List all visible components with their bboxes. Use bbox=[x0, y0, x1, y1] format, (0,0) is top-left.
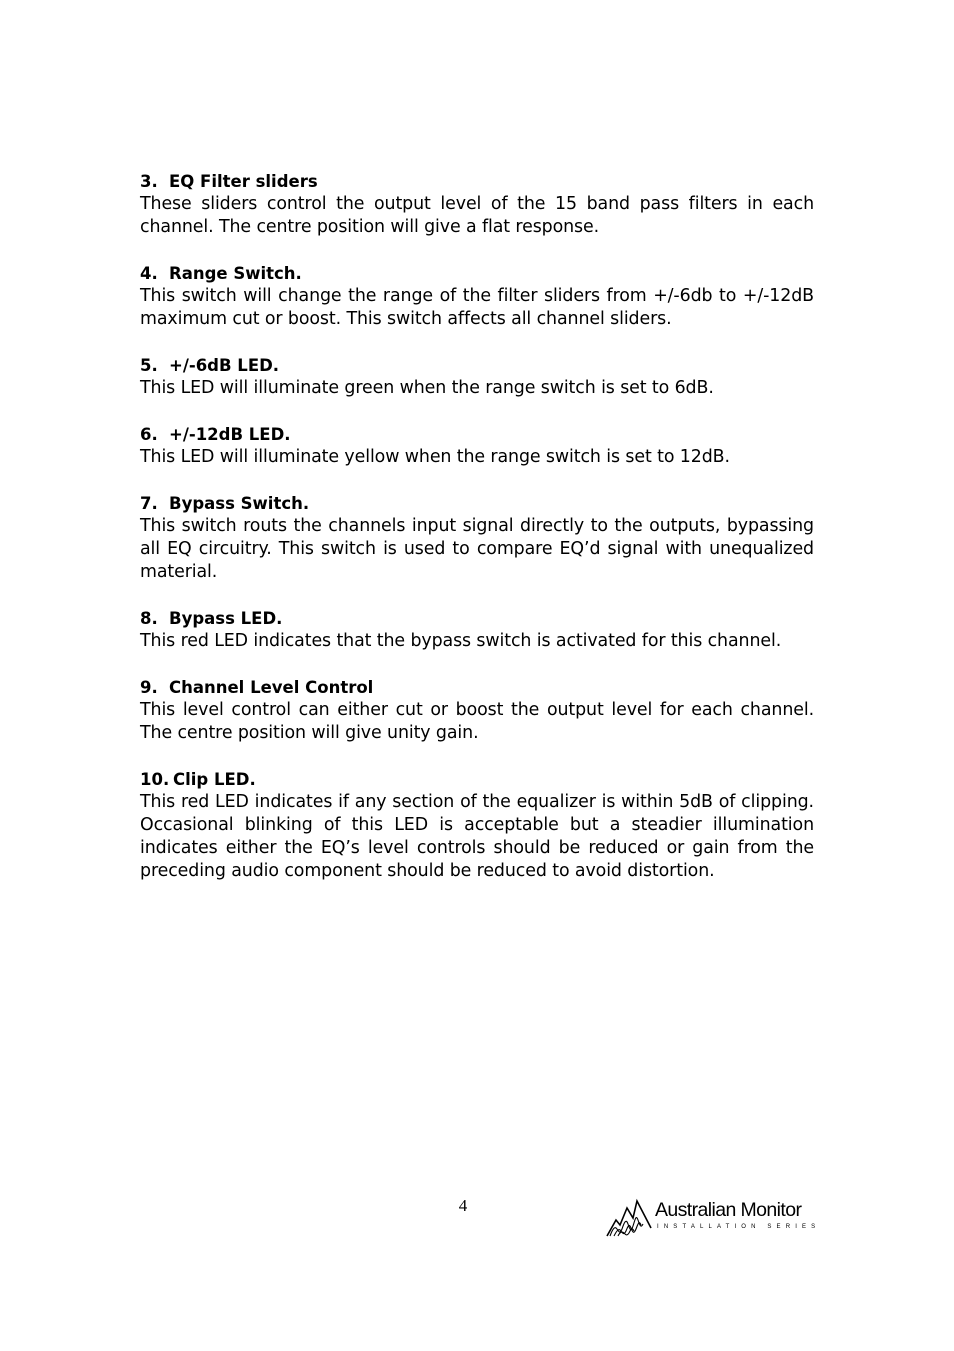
section-heading bbox=[140, 262, 814, 285]
section-number: 10. bbox=[140, 770, 170, 789]
logo-brand-name: Australian Monitor bbox=[655, 1199, 802, 1221]
section-body: This red LED indicates if any section of the equalizer is within 5dB of clipping. Occasional blinking of this LED is acceptable but a steadier illumination indicates either the EQ’s level controls should be reduced or gain from the preceding audio component should be reduced to avoid distortion. bbox=[140, 792, 814, 881]
section-title: +/-6dB LED. bbox=[169, 356, 280, 375]
section-heading bbox=[140, 170, 814, 193]
section-bypass-switch bbox=[140, 492, 814, 584]
section-title: Bypass Switch. bbox=[169, 494, 310, 513]
section-eq-filter-sliders bbox=[140, 170, 814, 239]
section-number: 6. bbox=[140, 425, 158, 444]
section-channel-level-control bbox=[140, 676, 814, 745]
page-number: 4 bbox=[458, 1196, 468, 1215]
section-body: This level control can either cut or boost the output level for each channel. The centre position will give unity gain. bbox=[140, 700, 814, 743]
section-body: These sliders control the output level of the 15 band pass filters in each channel. The centre position will give a flat response. bbox=[140, 194, 814, 237]
section-title: Clip LED. bbox=[173, 770, 256, 789]
section-number: 4. bbox=[140, 264, 158, 283]
section-heading bbox=[140, 607, 814, 630]
section-title: +/-12dB LED. bbox=[169, 425, 291, 444]
section-heading bbox=[140, 492, 814, 515]
section-number: 8. bbox=[140, 609, 158, 628]
section-6db-led bbox=[140, 354, 814, 400]
section-number: 7. bbox=[140, 494, 158, 513]
section-bypass-led bbox=[140, 607, 814, 653]
section-number: 9. bbox=[140, 678, 158, 697]
section-clip-led bbox=[140, 768, 814, 883]
section-number: 5. bbox=[140, 356, 158, 375]
logo-series-subtitle: INSTALLATION SERIES bbox=[657, 1224, 821, 1230]
section-range-switch bbox=[140, 262, 814, 331]
section-body: This red LED indicates that the bypass switch is activated for this channel. bbox=[140, 631, 782, 651]
section-heading bbox=[140, 676, 814, 699]
section-12db-led bbox=[140, 423, 814, 469]
section-body: This LED will illuminate yellow when the range switch is set to 12dB. bbox=[140, 447, 730, 467]
section-title: Range Switch. bbox=[169, 264, 302, 283]
section-heading bbox=[140, 768, 814, 791]
section-body: This switch routs the channels input signal directly to the outputs, bypassing all EQ circuitry. This switch is used to compare EQ’d signal with unequalized material. bbox=[140, 516, 814, 582]
manual-content bbox=[140, 170, 814, 906]
section-heading bbox=[140, 354, 814, 377]
section-heading bbox=[140, 423, 814, 446]
australian-monitor-logo bbox=[606, 1196, 821, 1238]
section-title: Bypass LED. bbox=[169, 609, 283, 628]
section-title: Channel Level Control bbox=[169, 678, 374, 697]
section-title: EQ Filter sliders bbox=[169, 172, 318, 191]
mountain-wave-logo-icon bbox=[606, 1198, 652, 1238]
section-number: 3. bbox=[140, 172, 158, 191]
section-body: This LED will illuminate green when the range switch is set to 6dB. bbox=[140, 378, 714, 398]
section-body: This switch will change the range of the filter sliders from +/-6db to +/-12dB maximum cut or boost. This switch affects all channel sliders. bbox=[140, 286, 814, 329]
